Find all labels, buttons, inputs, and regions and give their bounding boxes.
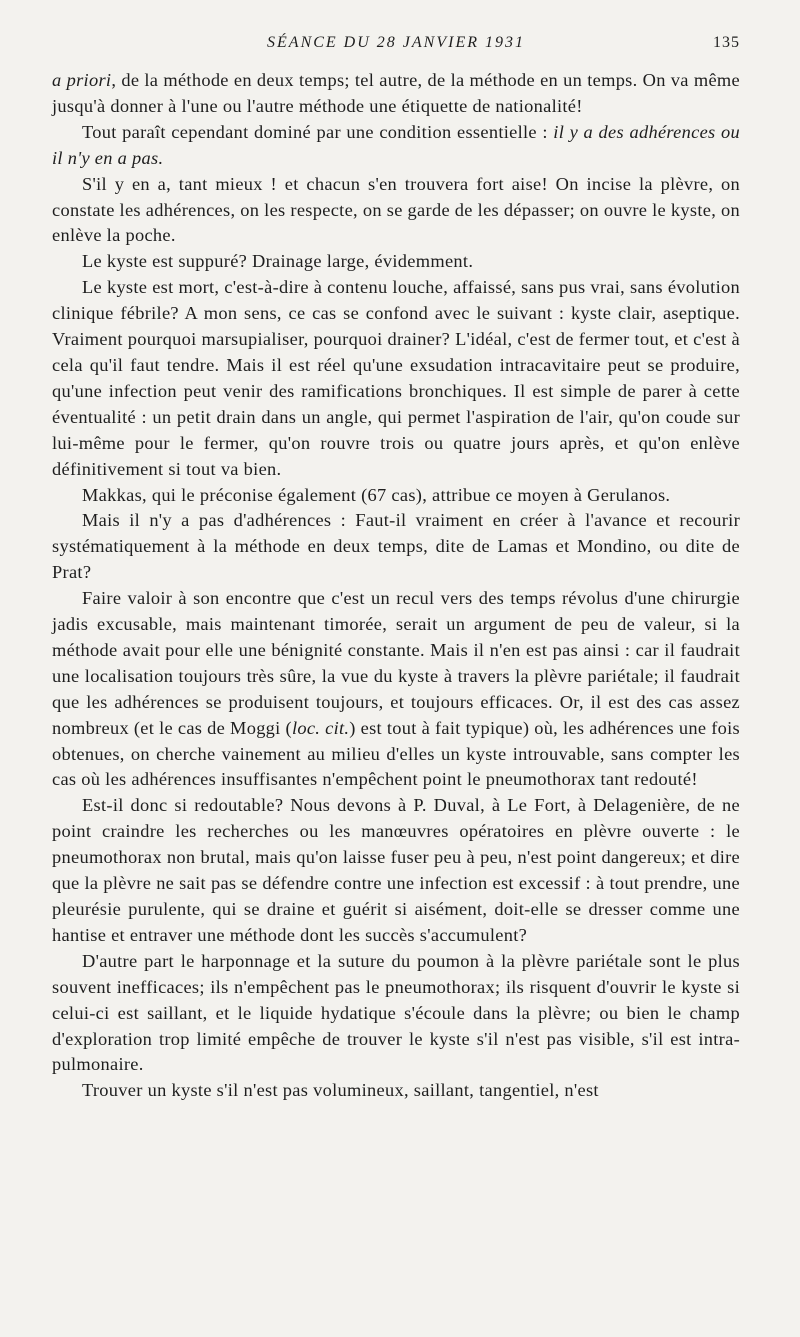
page-number: 135: [713, 34, 740, 51]
paragraph-text: Makkas, qui le préconise également (67 cas), attribue ce moyen à Gerulanos.: [82, 484, 671, 505]
italic-text: loc. cit.: [291, 717, 350, 738]
paragraph-text: Mais il n'y a pas d'adhérences : Faut-il vraiment en créer à l'avance et recourir systématiquement à la méthode en deux temps, dite de Lamas et Mondino, ou dite de Prat?: [52, 510, 740, 583]
body-paragraph: [52, 1078, 740, 1104]
paragraph-text: D'autre part le harponnage et la suture du poumon à la plèvre pariétale sont le plus souvent inefficaces; ils n'empêchent pas le pneumothorax; ils risquent d'ouvrir le kyste si celui-ci est saillant, et le liquide hydatique s'écoule dans la plèvre; ou bien le champ d'exploration trop limité empêche de trouver le kyste s'il n'est pas visible, s'il est intra-pulmonaire.: [52, 950, 740, 1075]
body-paragraph: [52, 949, 740, 1079]
paragraph-text: S'il y en a, tant mieux ! et chacun s'en trouvera fort aise! On incise la plèvre, on constate les adhérences, on les respecte, on se garde de les dépasser; on ouvre le kyste, on enlève la poche.: [52, 173, 740, 246]
paragraph-text: Tout paraît cependant dominé par une condition essentielle :: [82, 121, 554, 142]
body-paragraph: [52, 508, 740, 586]
italic-text: il y a des adhérences ou il n'y en a pas.: [52, 121, 741, 168]
running-header: [52, 34, 740, 60]
italic-text: a priori: [52, 70, 112, 90]
body-paragraph: [52, 120, 740, 172]
paragraph-text: , de la méthode en deux temps; tel autre, de la méthode en un temps. On va même jusqu'à donner à l'une ou l'autre méthode une étiquette de nationalité!: [52, 70, 740, 116]
paragraph-text: ) est tout à fait typique) où, les adhérences une fois obtenues, on cherche vainement au milieu d'elles un kyste introuvable, sans compter les cas où les adhérences insuffisantes n'empêchent point le pneumothorax tant redouté!: [52, 717, 740, 790]
paragraph-text: Trouver un kyste s'il n'est pas volumineux, saillant, tangentiel, n'est: [82, 1080, 599, 1101]
body-paragraph: [52, 249, 740, 275]
body-paragraph: [52, 586, 740, 793]
paragraph-text: Est-il donc si redoutable? Nous devons à P. Duval, à Le Fort, à Delagenière, de ne point craindre les recherches ou les manœuvres opératoires en plèvre ouverte : le pneumothorax non brutal, mais qu'on laisse fuser peu à peu, n'est point dangereux; et dire que la plèvre ne sait pas se défendre contre une infection est excessif : à tout prendre, une pleurésie purulente, qui se draine et guérit si aisément, doit-elle se dresser comme une hantise et entraver une méthode dont les succès s'accumulent?: [52, 795, 740, 945]
body-paragraph: [52, 793, 740, 948]
paragraph-text: Le kyste est mort, c'est-à-dire à contenu louche, affaissé, sans pus vrai, sans évolution clinique fébrile? A mon sens, ce cas se confond avec le suivant : kyste clair, aseptique. Vraiment pourquoi marsupialiser, pourquoi drainer? L'idéal, c'est de fermer tout, et c'est à cela qu'il faut tendre. Mais il est réel qu'une exsudation intracavitaire peut se produire, qu'une infection peut venir des ramifications bronchiques. Il est simple de parer à cette éventualité : un petit drain dans un angle, qui permet l'aspiration de l'air, qu'on coude sur lui-même pour le fermer, qu'on rouvre trois ou quatre jours après, et qu'on enlève définitivement si tout va bien.: [52, 277, 740, 479]
paragraph-text: Le kyste est suppuré? Drainage large, évidemment.: [82, 251, 474, 272]
body-paragraph: [52, 275, 740, 482]
running-title: SÉANCE DU 28 JANVIER 1931: [267, 34, 525, 51]
body-paragraph: [52, 483, 740, 509]
paragraph-text: Faire valoir à son encontre que c'est un recul vers des temps révolus d'une chirurgie jadis excusable, mais maintenant timorée, serait un argument de peu de valeur, si la méthode avait pour elle une bénignité constante. Mais il n'en est pas ainsi : car il faudrait une localisation toujours très sûre, la vue du kyste à travers la plèvre pariétale; il faudrait que les adhérences se produisent toujours, et toujours efficaces. Or, il est des cas assez nombreux (et le cas de Moggi (: [52, 588, 740, 738]
body-paragraph: [52, 172, 740, 250]
body-text: [52, 68, 740, 1104]
body-paragraph: [52, 68, 740, 120]
